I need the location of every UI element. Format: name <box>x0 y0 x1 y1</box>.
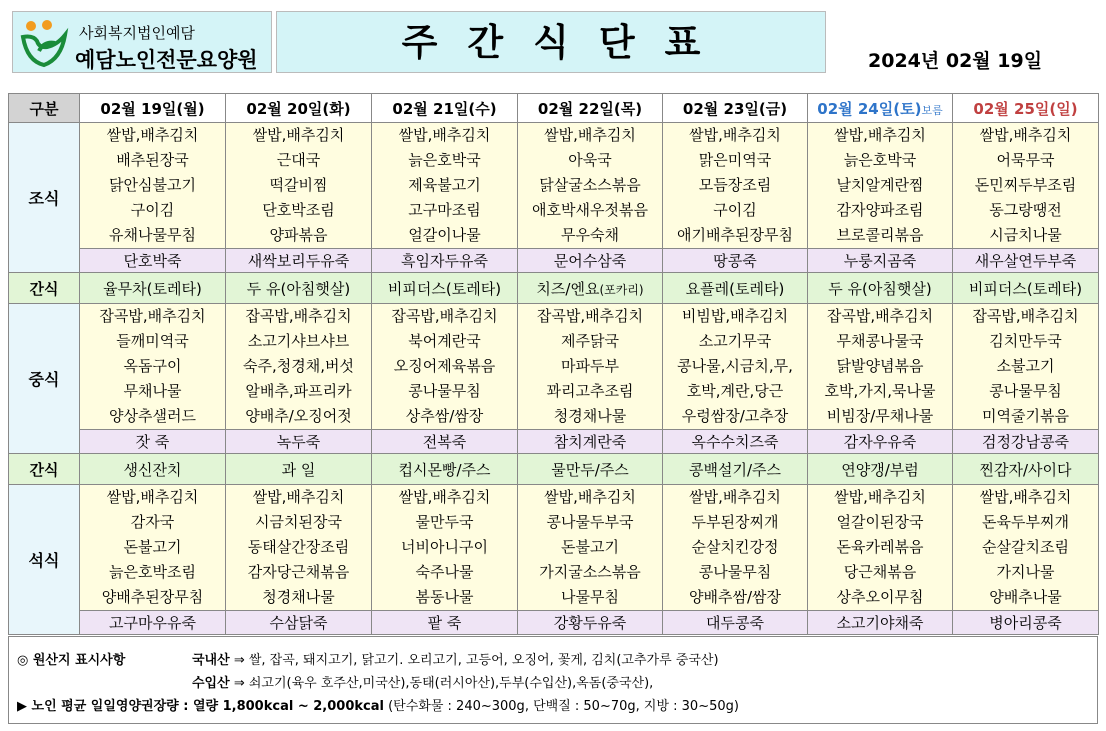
header-date: 2024년 02월 19일 <box>868 50 1043 72</box>
porridge-cell: 단호박죽 <box>80 249 226 273</box>
porridge-cell: 잣 죽 <box>80 430 226 454</box>
menu-item: 소불고기 <box>996 357 1055 375</box>
menu-item: 잡곡밥,배추김치 <box>245 307 352 325</box>
day-header: 02월 21일(수) <box>372 94 518 123</box>
snack-cell <box>808 273 953 304</box>
porridge-cell: 흑임자두유죽 <box>372 249 518 273</box>
menu-item: 나물무침 <box>561 588 619 606</box>
menu-item: 돈육두부찌개 <box>982 513 1069 531</box>
menu-item: 물만두국 <box>415 513 474 531</box>
snack-item: 비피더스(토레타) <box>968 279 1083 298</box>
menu-item: 돈불고기 <box>561 538 619 556</box>
menu-item: 청경채나물 <box>553 407 627 425</box>
meal-cell <box>372 485 518 611</box>
snack-item: 치즈/엔요 <box>536 279 600 298</box>
origin-title: ◎ 원산지 표시사항 <box>17 653 126 668</box>
day-header: 02월 20일(화) <box>226 94 372 123</box>
menu-item: 브로콜리볶음 <box>836 226 924 244</box>
menu-item: 소고기샤브샤브 <box>247 332 350 350</box>
menu-item: 구이김 <box>130 201 175 219</box>
porridge-cell: 전복죽 <box>372 430 518 454</box>
snack-cell <box>372 454 518 485</box>
meal-cell <box>226 123 372 249</box>
dinner-row <box>9 485 1099 611</box>
menu-item: 양상추샐러드 <box>109 407 196 425</box>
legend-box <box>8 636 1098 724</box>
menu-item: 옥돔구이 <box>123 357 182 375</box>
page-title: 주간식단표 <box>401 21 731 64</box>
meal-label: 석식 <box>9 485 80 635</box>
menu-item: 숙주나물 <box>415 563 474 581</box>
menu-item: 떡갈비찜 <box>269 176 328 194</box>
snack-cell <box>226 273 372 304</box>
snack2-row <box>9 454 1099 485</box>
meal-cell <box>518 485 663 611</box>
menu-item: 시금치된장국 <box>255 513 342 531</box>
menu-item: 호박,가지,묵나물 <box>824 382 936 400</box>
menu-item: 시금치나물 <box>989 226 1062 244</box>
menu-item: 두부된장찌개 <box>691 513 779 531</box>
porridge-cell: 수삼닭죽 <box>226 611 372 635</box>
meal-cell <box>663 123 808 249</box>
menu-item: 제육불고기 <box>408 176 481 194</box>
meal-cell <box>808 304 953 430</box>
snack-item: 두 유(아침햇살) <box>246 279 351 298</box>
menu-item: 쌀밥,배추김치 <box>979 126 1072 144</box>
menu-item: 비빔장/무채나물 <box>826 407 934 425</box>
snack-cell <box>953 273 1099 304</box>
menu-item: 호박,계란,당근 <box>686 382 784 400</box>
meal-cell <box>808 485 953 611</box>
menu-item: 모듬장조림 <box>698 176 772 194</box>
menu-item: 제주닭국 <box>561 332 619 350</box>
day-header: 02월 23일(금) <box>663 94 808 123</box>
heart-leaf-logo-icon <box>17 17 71 69</box>
menu-item: 잡곡밥,배추김치 <box>972 307 1079 325</box>
menu-item: 쌀밥,배추김치 <box>252 488 345 506</box>
meal-cell <box>80 304 226 430</box>
title-banner <box>276 11 826 73</box>
menu-item: 알배추,파프리카 <box>245 382 352 400</box>
nutrition-bold: ▶ 노인 평균 일일영양권장량 : 열량 1,800kcal ~ 2,000kcal <box>17 699 384 714</box>
menu-item: 날치알계란찜 <box>836 176 924 194</box>
import-label: 수입산 <box>192 676 230 691</box>
menu-item: 마파두부 <box>561 357 619 375</box>
menu-item: 근대국 <box>276 151 321 169</box>
menu-item: 꽈리고추조림 <box>546 382 634 400</box>
menu-item: 소고기무국 <box>698 332 772 350</box>
menu-item: 콩나물무침 <box>698 563 772 581</box>
meal-cell <box>953 123 1099 249</box>
snack-cell <box>80 454 226 485</box>
meal-cell <box>80 123 226 249</box>
menu-item: 순살치킨강정 <box>691 538 779 556</box>
nutrition-line <box>17 695 739 714</box>
menu-item: 늙은호박조림 <box>109 563 196 581</box>
menu-item: 양배추나물 <box>989 588 1062 606</box>
snack-cell <box>518 273 663 304</box>
menu-item: 쌀밥,배추김치 <box>689 488 781 506</box>
org-line1: 사회복지법인예담 <box>79 24 195 42</box>
porridge-cell: 누룽지곰죽 <box>808 249 953 273</box>
snack-item: 비피더스(토레타) <box>387 279 502 298</box>
menu-item: 미역줄기볶음 <box>982 407 1069 425</box>
menu-item: 당근채볶음 <box>843 563 917 581</box>
menu-item: 잡곡밥,배추김치 <box>99 307 206 325</box>
column-label: 구분 <box>9 94 80 123</box>
menu-item: 감자양파조림 <box>836 201 924 219</box>
menu-item: 구이김 <box>713 201 757 219</box>
snack-item: 과 일 <box>281 460 316 479</box>
menu-item: 북어계란국 <box>408 332 481 350</box>
snack-item: 생신잔치 <box>123 460 182 479</box>
menu-item: 숙주,청경채,버섯 <box>243 357 354 375</box>
porridge-cell: 참치계란죽 <box>518 430 663 454</box>
menu-item: 늙은호박국 <box>408 151 481 169</box>
menu-item: 잡곡밥,배추김치 <box>391 307 498 325</box>
snack-item: 컵시몬빵/주스 <box>398 460 491 479</box>
menu-item: 콩나물무침 <box>989 382 1062 400</box>
snack-item: 율무차(토레타) <box>103 279 202 298</box>
menu-item: 감자당근채볶음 <box>247 563 350 581</box>
org-line2: 예담노인전문요양원 <box>75 48 258 72</box>
snack-item-extra: (포카리) <box>599 282 644 297</box>
menu-item: 닭안심불고기 <box>109 176 196 194</box>
snack-cell <box>663 273 808 304</box>
porridge-cell: 감자우유죽 <box>808 430 953 454</box>
menu-item: 감자국 <box>130 513 175 531</box>
menu-item: 아욱국 <box>568 151 612 169</box>
menu-item: 콩나물두부국 <box>546 513 634 531</box>
menu-item: 쌀밥,배추김치 <box>106 126 199 144</box>
day-header-saturday <box>808 94 953 123</box>
domestic-line <box>192 649 719 668</box>
snack-item: 요플레(토레타) <box>685 279 785 298</box>
meal-cell <box>226 485 372 611</box>
menu-item: 쌀밥,배추김치 <box>398 126 491 144</box>
menu-item: 쌀밥,배추김치 <box>106 488 199 506</box>
meal-cell <box>80 485 226 611</box>
snack-cell <box>808 454 953 485</box>
menu-item: 청경채나물 <box>262 588 335 606</box>
menu-item: 돈불고기 <box>123 538 182 556</box>
domestic-text: ⇒ 쌀, 잡곡, 돼지고기, 닭고기. 오리고기, 고등어, 오징어, 꽃게, 김치(고추가루 중국산) <box>233 653 719 668</box>
menu-item: 가지굴소스볶음 <box>539 563 641 581</box>
menu-item: 김치만두국 <box>989 332 1062 350</box>
menu-item: 쌀밥,배추김치 <box>398 488 491 506</box>
day-header-date: 02월 24일(토) <box>817 99 922 118</box>
import-text: ⇒ 쇠고기(육우 호주산,미국산),동태(러시아산),두부(수입산),옥돔(중국산), <box>233 676 654 691</box>
menu-item: 오징어제육볶음 <box>393 357 496 375</box>
snack1-row <box>9 273 1099 304</box>
menu-item: 얼갈이나물 <box>408 226 481 244</box>
porridge-cell: 땅콩죽 <box>663 249 808 273</box>
menu-item: 닭발양념볶음 <box>836 357 924 375</box>
menu-item: 쌀밥,배추김치 <box>252 126 345 144</box>
meal-label: 간식 <box>9 454 80 485</box>
menu-item: 동태살간장조림 <box>247 538 350 556</box>
meal-cell <box>372 304 518 430</box>
porridge-cell: 강황두유죽 <box>518 611 663 635</box>
menu-item: 상추오이무침 <box>836 588 924 606</box>
nutrition-rest: (탄수화물 : 240~300g, 단백질 : 50~70g, 지방 : 30~50g) <box>388 699 739 714</box>
menu-item: 가지나물 <box>996 563 1055 581</box>
menu-item: 맑은미역국 <box>698 151 772 169</box>
porridge-cell: 새싹보리두유죽 <box>226 249 372 273</box>
menu-item: 쌀밥,배추김치 <box>544 488 636 506</box>
breakfast-porridge-row <box>9 249 1099 273</box>
meal-cell <box>808 123 953 249</box>
snack-item: 콩백설기/주스 <box>689 460 781 479</box>
snack-cell <box>226 454 372 485</box>
menu-item: 너비아니구이 <box>401 538 488 556</box>
porridge-cell: 녹두죽 <box>226 430 372 454</box>
porridge-cell: 새우살연두부죽 <box>953 249 1099 273</box>
porridge-cell: 고구마우유죽 <box>80 611 226 635</box>
snack-cell <box>80 273 226 304</box>
menu-item: 어묵무국 <box>996 151 1055 169</box>
menu-item: 쌀밥,배추김치 <box>979 488 1072 506</box>
day-header-sunday: 02월 25일(일) <box>953 94 1099 123</box>
menu-item: 봄동나물 <box>415 588 474 606</box>
snack-cell <box>518 454 663 485</box>
menu-item: 콩나물무침 <box>408 382 481 400</box>
menu-item: 순살갈치조림 <box>982 538 1069 556</box>
menu-item: 양배추쌈/쌈장 <box>689 588 781 606</box>
breakfast-row <box>9 123 1099 249</box>
menu-item: 유채나물무침 <box>109 226 196 244</box>
domestic-label: 국내산 <box>192 653 230 668</box>
day-header: 02월 19일(월) <box>80 94 226 123</box>
menu-item: 고구마조림 <box>408 201 481 219</box>
menu-item: 무채콩나물국 <box>836 332 924 350</box>
menu-item: 돈육카레볶음 <box>836 538 924 556</box>
weekly-menu-table <box>8 93 1099 635</box>
menu-item: 양배추/오징어젓 <box>245 407 352 425</box>
menu-item: 돈민찌두부조림 <box>974 176 1077 194</box>
menu-item: 들깨미역국 <box>116 332 189 350</box>
menu-item: 동그랑땡전 <box>989 201 1062 219</box>
snack-cell <box>372 273 518 304</box>
menu-item: 얼갈이된장국 <box>836 513 924 531</box>
snack-item: 연양갱/부럼 <box>841 460 919 479</box>
menu-item: 비빔밥,배추김치 <box>681 307 789 325</box>
lunch-porridge-row <box>9 430 1099 454</box>
menu-item: 콩나물,시금치,무, <box>677 357 793 375</box>
meal-cell <box>663 304 808 430</box>
meal-cell <box>518 123 663 249</box>
menu-item: 쌀밥,배추김치 <box>689 126 781 144</box>
menu-item: 상추쌈/쌈장 <box>405 407 484 425</box>
meal-cell <box>372 123 518 249</box>
porridge-cell: 옥수수치즈죽 <box>663 430 808 454</box>
meal-cell <box>518 304 663 430</box>
meal-cell <box>226 304 372 430</box>
menu-item: 쌀밥,배추김치 <box>834 126 926 144</box>
menu-item: 늙은호박국 <box>843 151 917 169</box>
porridge-cell: 검정강남콩죽 <box>953 430 1099 454</box>
menu-item: 배추된장국 <box>116 151 189 169</box>
meal-cell <box>663 485 808 611</box>
meal-label: 조식 <box>9 123 80 273</box>
menu-item: 닭살굴소스볶음 <box>539 176 641 194</box>
porridge-cell: 소고기야채죽 <box>808 611 953 635</box>
snack-cell <box>953 454 1099 485</box>
menu-item: 쌀밥,배추김치 <box>834 488 926 506</box>
menu-item: 잡곡밥,배추김치 <box>826 307 934 325</box>
menu-item: 애호박새우젓볶음 <box>532 201 648 219</box>
porridge-cell: 병아리콩죽 <box>953 611 1099 635</box>
lunch-row <box>9 304 1099 430</box>
porridge-cell: 문어수삼죽 <box>518 249 663 273</box>
meal-cell <box>953 485 1099 611</box>
menu-item: 애기배추된장무침 <box>677 226 793 244</box>
day-header: 02월 22일(목) <box>518 94 663 123</box>
snack-cell <box>663 454 808 485</box>
meal-cell <box>953 304 1099 430</box>
holiday-tag: 보름 <box>921 103 943 117</box>
porridge-cell: 팥 죽 <box>372 611 518 635</box>
meal-label: 중식 <box>9 304 80 454</box>
snack-item: 물만두/주스 <box>551 460 629 479</box>
import-line <box>192 672 653 691</box>
menu-item: 쌀밥,배추김치 <box>544 126 636 144</box>
menu-item: 무우숙채 <box>561 226 619 244</box>
menu-item: 양파볶음 <box>269 226 328 244</box>
logo <box>12 11 272 73</box>
snack-item: 찐감자/사이다 <box>979 460 1072 479</box>
header-row <box>9 94 1099 123</box>
dinner-porridge-row <box>9 611 1099 635</box>
menu-item: 단호박조림 <box>262 201 335 219</box>
menu-item: 무채나물 <box>123 382 182 400</box>
menu-item: 양배추된장무침 <box>101 588 204 606</box>
snack-item: 두 유(아침햇살) <box>828 279 932 298</box>
menu-item: 잡곡밥,배추김치 <box>536 307 644 325</box>
meal-label: 간식 <box>9 273 80 304</box>
porridge-cell: 대두콩죽 <box>663 611 808 635</box>
menu-item: 우렁쌈장/고추장 <box>681 407 789 425</box>
